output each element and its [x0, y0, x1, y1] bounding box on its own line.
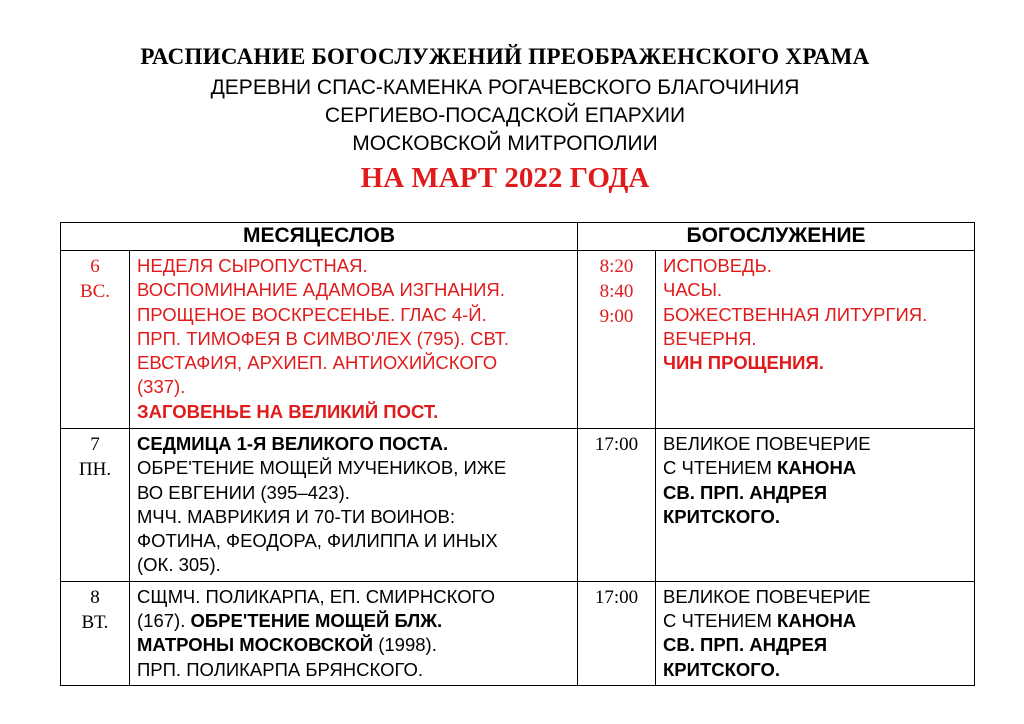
service-time: 9:00 [599, 306, 634, 327]
document-title: РАСПИСАНИЕ БОГОСЛУЖЕНИЙ ПРЕОБРАЖЕНСКОГО ХРАМА [140, 44, 870, 69]
calendar-line: (ОК. 305). [137, 554, 221, 576]
service-line: КРИТСКОГО. [663, 505, 781, 527]
day-of-week: ВС. [79, 281, 111, 302]
service-time: 17:00 [594, 434, 639, 455]
day-cell [61, 251, 130, 429]
calendar-cell [130, 581, 578, 685]
service-line: СВ. ПРП. АНДРЕЯ [663, 634, 828, 656]
day-number: 7 [90, 434, 100, 455]
time-cell [578, 581, 656, 685]
calendar-line-part: (167). [137, 610, 191, 632]
calendar-line: ПРП. ПОЛИКАРПА БРЯНСКОГО. [137, 658, 423, 680]
calendar-line: ОБРЕ'ТЕНИЕ МОЩЕЙ МУЧЕНИКОВ, ИЖЕ [137, 457, 507, 479]
day-number: 8 [90, 586, 100, 608]
calendar-line: ЗАГОВЕНЬЕ НА ВЕЛИКИЙ ПОСТ. [137, 400, 439, 422]
calendar-line: ВО ЕВГЕНИИ (395–423). [137, 481, 350, 503]
calendar-line [137, 633, 571, 657]
table-row [61, 251, 975, 429]
service-line: ВЕЛИКОЕ ПОВЕЧЕРИЕ [663, 433, 871, 454]
time-cell [578, 251, 656, 429]
schedule-table [60, 222, 975, 686]
table-header-row [61, 223, 975, 251]
service-line: ЧИН ПРОЩЕНИЯ. [663, 352, 824, 374]
header-line-village: ДЕРЕВНИ СПАС-КАМЕНКА РОГАЧЕВСКОГО БЛАГОЧИНИЯ [210, 76, 800, 99]
calendar-line-part: МАТРОНЫ МОСКОВСКОЙ [137, 634, 374, 656]
service-time: 8:40 [599, 281, 634, 302]
header-line-eparchy: СЕРГИЕВО-ПОСАДСКОЙ ЕПАРХИИ [324, 104, 686, 127]
calendar-line-part: ОБРЕ'ТЕНИЕ МОЩЕЙ БЛЖ. [190, 610, 443, 632]
service-cell [656, 251, 975, 429]
service-line [663, 609, 968, 633]
calendar-line: (337). [137, 376, 186, 398]
calendar-line [137, 609, 571, 633]
service-line: ИСПОВЕДЬ. [663, 255, 772, 276]
day-number: 6 [90, 256, 100, 277]
service-line-part: КАНОНА [777, 457, 857, 479]
day-cell [61, 429, 130, 582]
day-cell [61, 581, 130, 685]
calendar-line: ЕВСТАФИЯ, АРХИЕП. АНТИОХИЙСКОГО [137, 352, 498, 374]
header-line-metropolis: МОСКОВСКОЙ МИТРОПОЛИИ [352, 132, 658, 155]
service-cell [656, 429, 975, 582]
table-row [61, 581, 975, 685]
service-line-part: С ЧТЕНИЕМ [663, 610, 778, 632]
column-header-service: БОГОСЛУЖЕНИЕ [578, 223, 975, 251]
service-time: 17:00 [594, 586, 639, 608]
calendar-line-part: (1998). [373, 634, 437, 656]
calendar-line: МЧЧ. МАВРИКИЯ И 70-ТИ ВОИНОВ: [137, 505, 455, 527]
schedule-header [0, 40, 1010, 196]
service-line [663, 456, 968, 480]
service-cell [656, 581, 975, 685]
service-line: КРИТСКОГО. [663, 658, 781, 680]
column-header-calendar: МЕСЯЦЕСЛОВ [61, 223, 578, 251]
calendar-line: СЩМЧ. ПОЛИКАРПА, ЕП. СМИРНСКОГО [137, 585, 495, 607]
service-time: 8:20 [599, 256, 634, 277]
calendar-cell [130, 429, 578, 582]
service-line-part: С ЧТЕНИЕМ [663, 457, 778, 479]
service-line-part: КАНОНА [777, 610, 857, 632]
time-cell [578, 429, 656, 582]
calendar-line: СЕДМИЦА 1-Я ВЕЛИКОГО ПОСТА. [137, 433, 449, 454]
table-row [61, 429, 975, 582]
schedule-period: НА МАРТ 2022 ГОДА [360, 162, 650, 194]
calendar-line: ПРП. ТИМОФЕЯ В СИМВО'ЛЕХ (795). СВТ. [137, 327, 509, 349]
day-of-week: ВТ. [81, 611, 109, 633]
calendar-line: ВОСПОМИНАНИЕ АДАМОВА ИЗГНАНИЯ. [137, 279, 505, 301]
service-line: СВ. ПРП. АНДРЕЯ [663, 481, 828, 503]
service-line: ЧАСЫ. [663, 279, 723, 301]
service-line: БОЖЕСТВЕННАЯ ЛИТУРГИЯ. [663, 303, 928, 325]
calendar-line: ПРОЩЕНОЕ ВОСКРЕСЕНЬЕ. ГЛАС 4-Й. [137, 303, 487, 325]
calendar-line: НЕДЕЛЯ СЫРОПУСТНАЯ. [137, 255, 368, 276]
calendar-line: ФОТИНА, ФЕОДОРА, ФИЛИППА И ИНЫХ [137, 530, 498, 552]
day-of-week: ПН. [78, 459, 112, 480]
service-line: ВЕЛИКОЕ ПОВЕЧЕРИЕ [663, 585, 871, 607]
calendar-cell [130, 251, 578, 429]
service-line: ВЕЧЕРНЯ. [663, 327, 757, 349]
